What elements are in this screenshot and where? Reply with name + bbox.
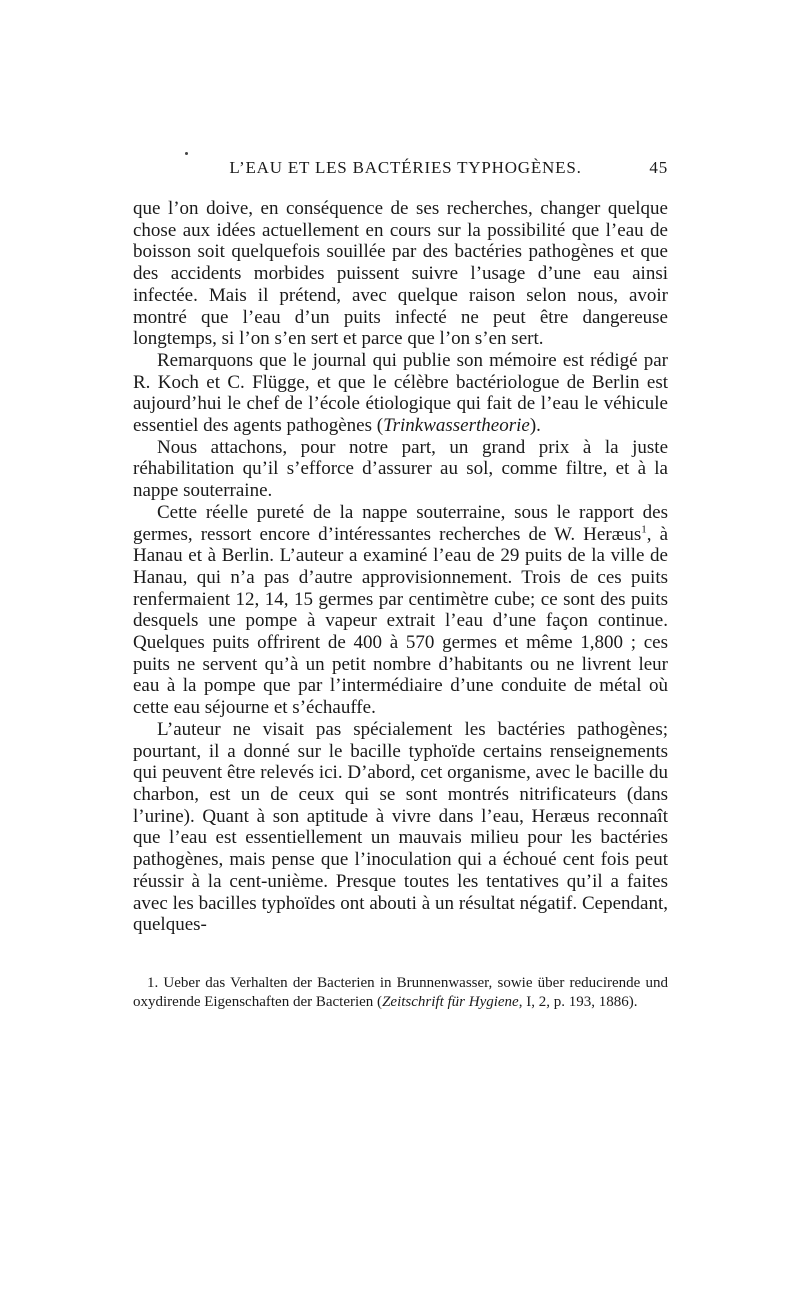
italic-term: Trinkwassertheorie xyxy=(383,415,530,437)
footnote-journal-title: Zeitschrift für Hygiene xyxy=(382,993,519,1010)
book-page xyxy=(133,158,668,1012)
paragraph-rehabilitation xyxy=(133,437,668,502)
paragraph-text: ). xyxy=(529,415,541,437)
page-number: 45 xyxy=(649,158,668,177)
running-title: L’EAU ET LES BACTÉRIES TYPHOGÈNES. xyxy=(229,158,582,177)
paragraph-continuation xyxy=(133,198,668,350)
paragraph-text: que l’on doive, en conséquence de ses recherches, changer quelque chose aux idées actuellement en cours sur la possibilité que l’eau de boisson soit quelquefois souillée par des bactéries pathogènes et que des accidents morbides puissent suivre l’usage d’une eau ainsi infectée. Mais il prétend, avec quelque raison selon nous, avoir montré que l’eau d’un puits infecté ne peut être dangereuse longtemps, si l’on s’en sert et parce que l’on s’en sert. xyxy=(133,198,668,350)
footnote-part: 1. Ueber das Verhalten der Bacterien in Brunnenwasser, sowie über reducirende und oxydirende Eigenschaften der Bacterien ( xyxy=(133,974,668,1010)
body-text xyxy=(133,198,668,936)
paragraph-typhoid-bacillus xyxy=(133,719,668,936)
footnote xyxy=(133,974,668,1012)
paragraph-text: Nous attachons, pour notre part, un grand prix à la juste réhabilitation qu’il s’efforce d’assurer au sol, comme filtre, et à la nappe souterraine. xyxy=(133,436,668,502)
paragraph-text: Cette réelle pureté de la nappe souterraine, sous le rapport des germes, ressort encore d’intéressantes recherches de W. Heræus xyxy=(133,501,668,545)
footnote-part: , I, 2, p. 193, 1886). xyxy=(518,993,638,1010)
footnote-reference[interactable]: 1 xyxy=(641,523,647,536)
paragraph-text: L’auteur ne visait pas spécialement les bactéries pathogènes; pourtant, il a donné sur le bacille typhoïde certains renseignements qui peuvent être relevés ici. D’abord, cet organisme, avec le bacille du charbon, est un de ceux qui se sont montrés nitrificateurs (dans l’urine). Quant à son aptitude à vivre dans l’eau, Heræus reconnaît que l’eau est essentiellement un mauvais milieu pour les bactéries pathogènes, mais pense que l’inoculation qui a échoué cent fois peut réussir à la cent-unième. Presque toutes les tentatives qu’il a faites avec les bacilles typhoïdes ont abouti à un résultat négatif. Cependant, quelques- xyxy=(133,718,668,936)
paragraph-journal xyxy=(133,350,668,437)
paragraph-text: Remarquons que le journal qui publie son mémoire est rédigé par R. Koch et C. Flügge, et que le célèbre bactériologue de Berlin est aujourd’hui le chef de l’école étiologique qui fait de l’eau le véhicule essentiel des agents pathogènes ( xyxy=(133,349,668,437)
printer-mark xyxy=(185,152,188,155)
paragraph-heraeus-research xyxy=(133,502,668,719)
paragraph-text: , à Hanau et à Berlin. L’auteur a examiné l’eau de 29 puits de la ville de Hanau, qui n’a pas d’autre approvisionnement. Trois de ces puits renfermaient 12, 14, 15 germes par centimètre cube; ce sont des puits desquels une pompe à vapeur extrait l’eau d’une façon continue. Quelques puits offrirent de 400 à 570 germes et même 1,800 ; ces puits ne servent qu’à un petit nombre d’habitants ou ne livrent leur eau à la pompe que par l’intermédiaire d’une conduite de métal où cette eau séjourne et s’échauffe. xyxy=(133,523,669,719)
footnote-text xyxy=(133,974,668,1012)
running-header xyxy=(133,158,668,188)
